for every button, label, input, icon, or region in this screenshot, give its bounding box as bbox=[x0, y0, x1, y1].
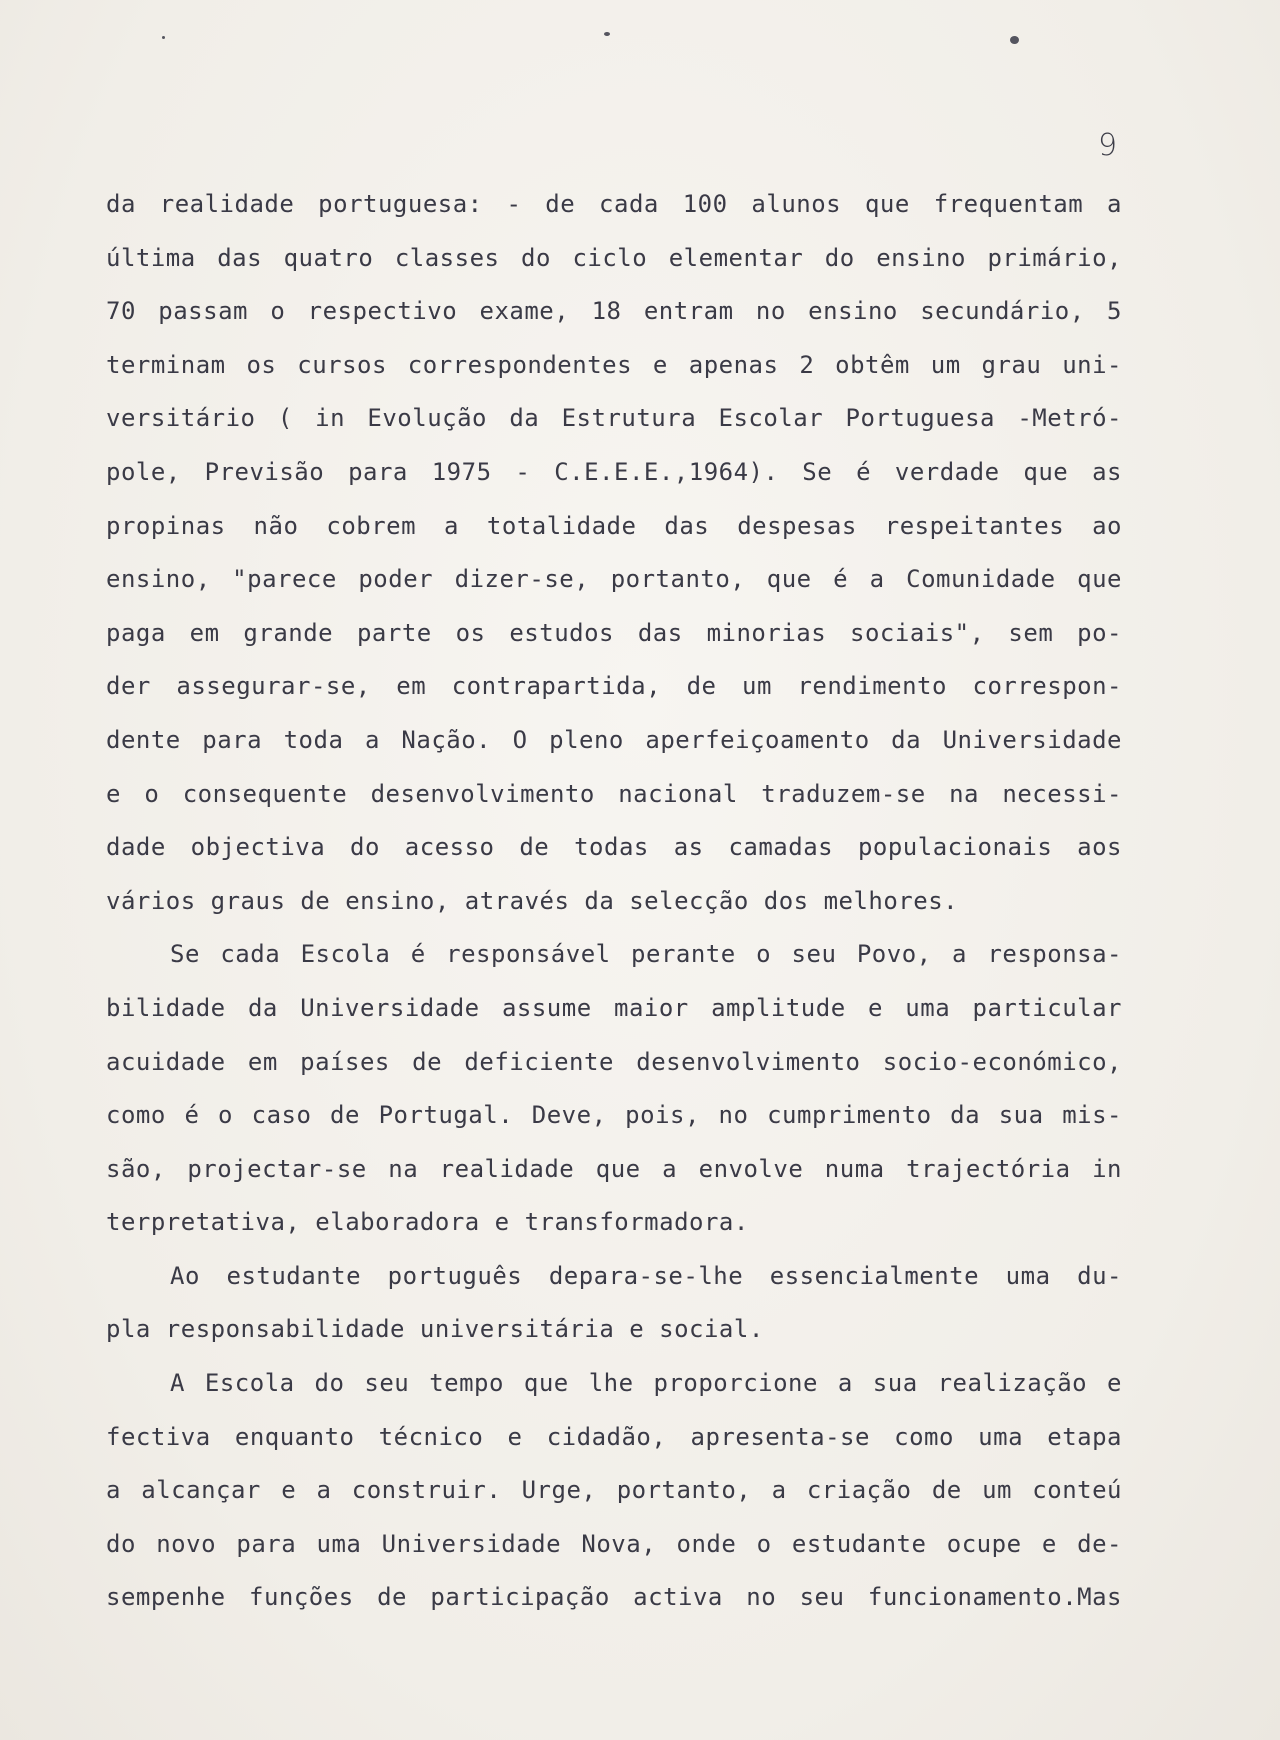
text-line: der assegurar-se, em contrapartida, de um rendimento correspon- bbox=[106, 672, 1122, 701]
text-line: dente para toda a Nação. O pleno aperfeiçoamento da Universidade bbox=[106, 725, 1122, 754]
text-line: versitário ( in Evolução da Estrutura Escolar Portuguesa -Metró- bbox=[106, 404, 1122, 433]
text-line: 70 passam o respectivo exame, 18 entram no ensino secundário, 5 bbox=[106, 297, 1122, 326]
text-line: a alcançar e a construir. Urge, portanto, a criação de um conteú bbox=[106, 1476, 1122, 1505]
text-line: Ao estudante português depara-se-lhe essencialmente uma du- bbox=[170, 1261, 1122, 1290]
text-line: fectiva enquanto técnico e cidadão, apresenta-se como uma etapa bbox=[106, 1422, 1122, 1451]
text-line: pla responsabilidade universitária e social. bbox=[106, 1315, 764, 1344]
text-line: da realidade portuguesa: - de cada 100 alunos que frequentam a bbox=[106, 190, 1122, 218]
text-line: acuidade em países de deficiente desenvolvimento socio-económico, bbox=[106, 1047, 1122, 1076]
text-line: propinas não cobrem a totalidade das despesas respeitantes ao bbox=[106, 511, 1122, 540]
text-line: ensino, "parece poder dizer-se, portanto, que é a Comunidade que bbox=[106, 565, 1122, 594]
text-line: vários graus de ensino, através da selecção dos melhores. bbox=[106, 886, 959, 915]
text-line: dade objectiva do acesso de todas as camadas populacionais aos bbox=[106, 833, 1122, 862]
text-line: terminam os cursos correspondentes e apenas 2 obtêm um grau uni- bbox=[106, 350, 1122, 379]
ink-speck bbox=[162, 36, 165, 39]
text-line: terpretativa, elaboradora e transformadora. bbox=[106, 1208, 749, 1237]
text-line: última das quatro classes do ciclo elementar do ensino primário, bbox=[106, 243, 1122, 272]
body-text bbox=[106, 178, 1122, 1625]
text-line: Se cada Escola é responsável perante o seu Povo, a responsa- bbox=[170, 940, 1122, 969]
text-line: sempenhe funções de participação activa no seu funcionamento.Mas bbox=[106, 1583, 1122, 1612]
ink-speck bbox=[1010, 36, 1019, 44]
ink-speck bbox=[604, 32, 610, 36]
text-line: e o consequente desenvolvimento nacional traduzem-se na necessi- bbox=[106, 779, 1122, 808]
page-number: 9 bbox=[1098, 128, 1118, 163]
text-line: são, projectar-se na realidade que a envolve numa trajectória in bbox=[106, 1154, 1122, 1183]
text-line: do novo para uma Universidade Nova, onde o estudante ocupe e de- bbox=[106, 1529, 1122, 1558]
text-line: A Escola do seu tempo que lhe proporcione a sua realização e bbox=[170, 1369, 1122, 1398]
text-line: paga em grande parte os estudos das minorias sociais", sem po- bbox=[106, 618, 1122, 647]
text-line: bilidade da Universidade assume maior amplitude e uma particular bbox=[106, 993, 1122, 1022]
text-line: como é o caso de Portugal. Deve, pois, no cumprimento da sua mis- bbox=[106, 1101, 1122, 1130]
text-line: pole, Previsão para 1975 - C.E.E.E.,1964). Se é verdade que as bbox=[106, 457, 1122, 486]
